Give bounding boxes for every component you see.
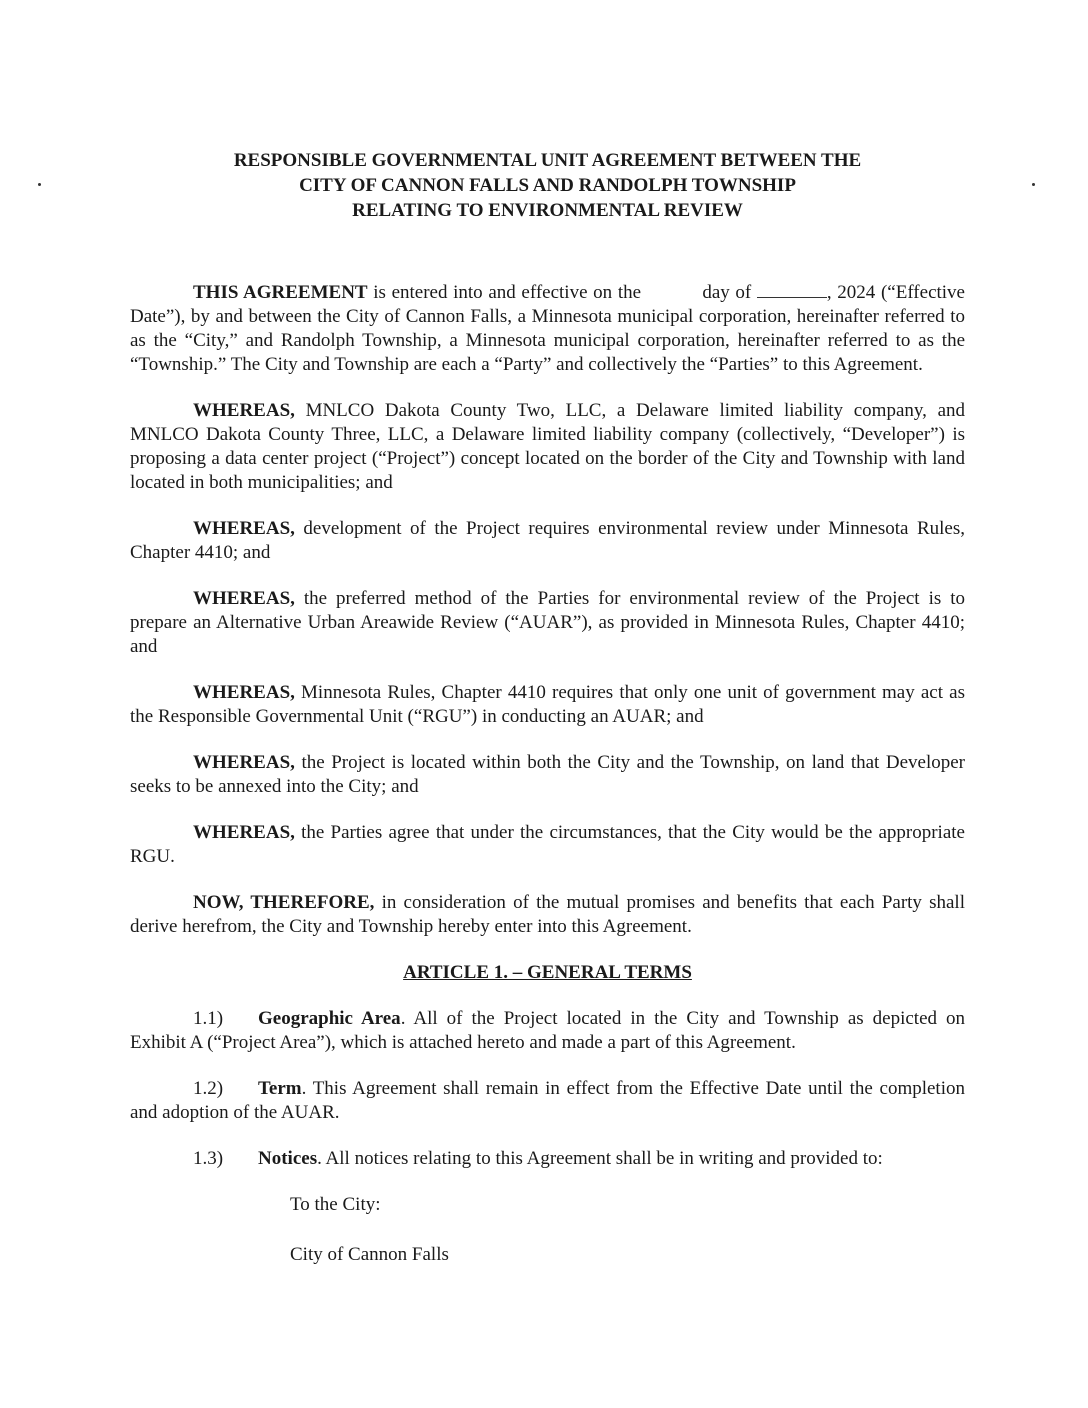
section-lead: Term bbox=[258, 1078, 302, 1099]
section-number: 1.3) bbox=[193, 1148, 224, 1169]
recital-lead: WHEREAS, bbox=[193, 400, 295, 421]
title-line: RELATING TO ENVIRONMENTAL REVIEW bbox=[352, 200, 743, 221]
section-text: . All of the Project located in the City and Township as depicted on Exhibit A (“Project Area”), which is attached hereto and made a part of this Agreement. bbox=[130, 1008, 965, 1053]
recital-text: the preferred method of the Parties for environmental review of the Project is to prepare an Alternative Urban Areawide Review (“AUAR”), as provided in Minnesota Rules, Chapter 4410; and bbox=[130, 588, 965, 657]
recital-text: Minnesota Rules, Chapter 4410 requires that only one unit of government may act as the Responsible Governmental Unit (“RGU”) in conducting an AUAR; and bbox=[130, 682, 965, 727]
section-lead: Geographic Area bbox=[258, 1008, 401, 1029]
recital-lead: WHEREAS, bbox=[193, 752, 295, 773]
recital-lead: WHEREAS, bbox=[193, 518, 295, 539]
recital-lead: WHEREAS, bbox=[193, 822, 295, 843]
to-city-label: To the City: bbox=[290, 1194, 381, 1215]
title-line: CITY OF CANNON FALLS AND RANDOLPH TOWNSHIP bbox=[299, 175, 796, 196]
section-1-3 bbox=[130, 1147, 965, 1171]
section-text: . All notices relating to this Agreement shall be in writing and provided to: bbox=[317, 1148, 883, 1169]
recital-lead: NOW, THEREFORE, bbox=[193, 892, 375, 913]
recital-paragraph bbox=[130, 821, 965, 869]
section-text: . This Agreement shall remain in effect from the Effective Date until the completion and adoption of the AUAR. bbox=[130, 1078, 965, 1123]
recital-text: MNLCO Dakota County Two, LLC, a Delaware limited liability company, and MNLCO Dakota County Three, LLC, a Delaware limited liability company (collectively, “Developer”) is proposing a data center project (“Project”) concept located on the border of the City and Township with land located in both municipalities; and bbox=[130, 400, 965, 493]
intro-lead: THIS AGREEMENT bbox=[193, 282, 368, 303]
section-number: 1.2) bbox=[193, 1078, 224, 1099]
section-lead: Notices bbox=[258, 1148, 318, 1169]
now-therefore-paragraph bbox=[130, 891, 965, 939]
month-blank bbox=[757, 283, 827, 298]
document-page bbox=[130, 148, 965, 1293]
title-line: RESPONSIBLE GOVERNMENTAL UNIT AGREEMENT BETWEEN THE bbox=[233, 150, 862, 171]
recital-paragraph bbox=[130, 681, 965, 729]
intro-text: day of bbox=[696, 282, 757, 303]
intro-paragraph bbox=[130, 281, 965, 377]
article-heading: ARTICLE 1. – GENERAL TERMS bbox=[403, 962, 692, 983]
recital-paragraph bbox=[130, 399, 965, 495]
recital-text: in consideration of the mutual promises and benefits that each Party shall derive herefrom, the City and Township hereby enter into this Agreement. bbox=[130, 892, 965, 937]
recital-paragraph bbox=[130, 751, 965, 799]
scan-mark bbox=[38, 183, 41, 186]
document-title bbox=[90, 148, 1005, 223]
section-number: 1.1) bbox=[193, 1008, 224, 1029]
intro-text: is entered into and effective on the bbox=[367, 282, 647, 303]
intro-text: , 2024 (“Effective Date”), by and between the City of Cannon Falls, a Minnesota municipal corporation, hereinafter referred to as the “City,” and Randolph Township, a Minnesota municipal corporation, hereinafter referred to as the “Township.” The City and Township are each a “Party” and collectively the “Parties” to this Agreement. bbox=[130, 282, 965, 375]
section-1-1 bbox=[130, 1007, 965, 1055]
recital-lead: WHEREAS, bbox=[193, 682, 295, 703]
recital-paragraph bbox=[130, 587, 965, 659]
recital-text: the Project is located within both the City and the Township, on land that Developer seeks to be annexed into the City; and bbox=[130, 752, 965, 797]
recital-text: development of the Project requires environmental review under Minnesota Rules, Chapter 4410; and bbox=[130, 518, 965, 563]
scan-mark bbox=[1032, 183, 1035, 186]
section-1-2 bbox=[130, 1077, 965, 1125]
recital-text: the Parties agree that under the circumstances, that the City would be the appropriate RGU. bbox=[130, 822, 965, 867]
recital-lead: WHEREAS, bbox=[193, 588, 295, 609]
recital-paragraph bbox=[130, 517, 965, 565]
city-name: City of Cannon Falls bbox=[290, 1244, 449, 1265]
